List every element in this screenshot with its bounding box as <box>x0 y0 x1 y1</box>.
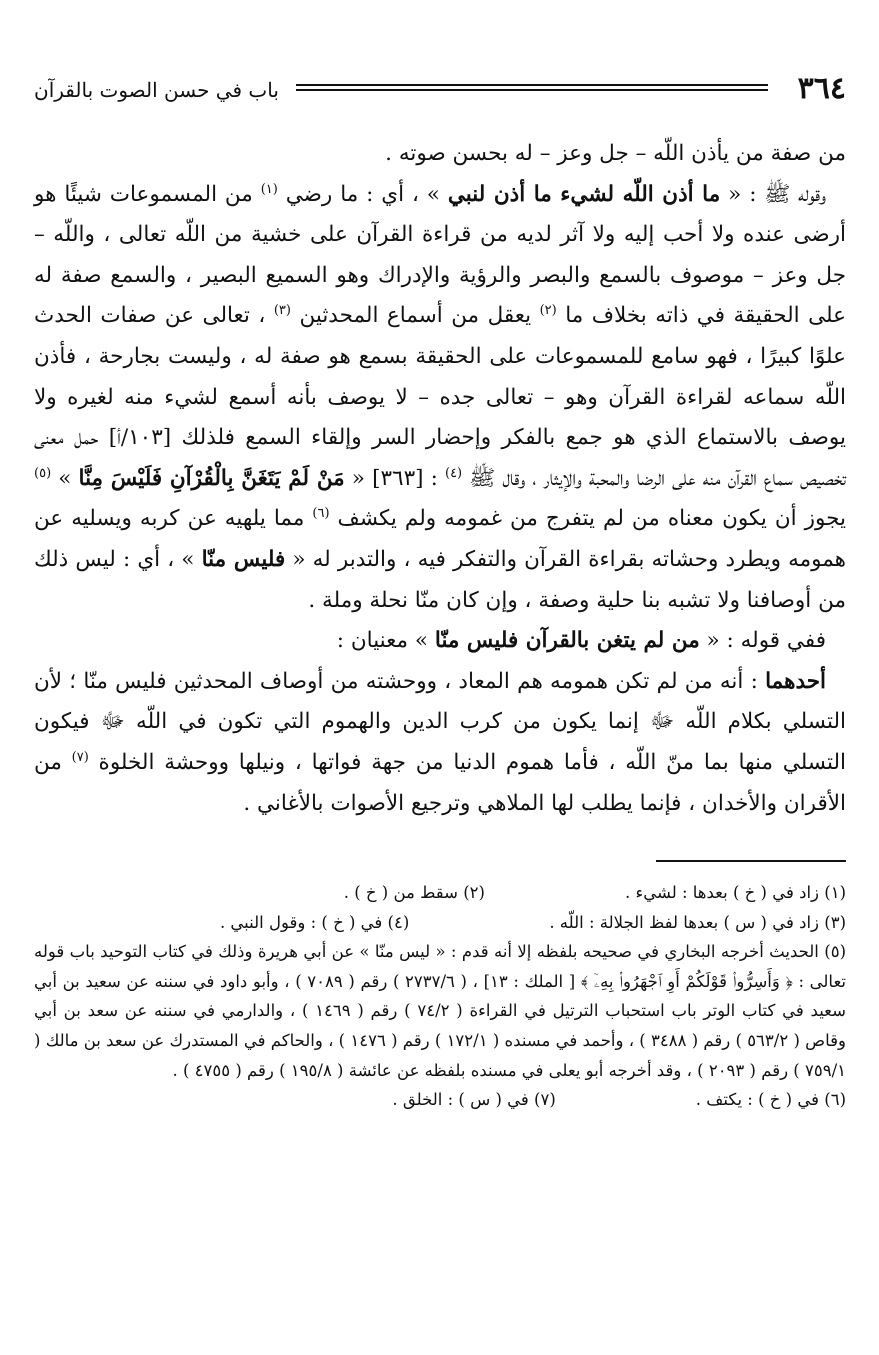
page-number: ٣٦٤ <box>797 71 846 106</box>
hadith-quote: من لم يتغن بالقرآن فليس منّا <box>434 628 700 654</box>
footnotes <box>34 878 846 1115</box>
footnote-7: (٧) في ( س ) : الخلق . <box>392 1090 556 1110</box>
paragraph-4 <box>34 662 846 824</box>
footnote-5: (٥) الحديث أخرجه البخاري في صحيحه بلفظه إلا أنه قدم : « ليس منّا » عن أبي هريرة وذلك في كتاب التوحيد باب قوله تعالى : ﴿ وَأَسِرُّوا۟ قَوْلَكُمْ أَوِ ٱجْهَرُوا۟ بِهِۦٓ ﴾ [ الملك : ١٣] ، ( ٢٧٣٧/٦ ) رقم ( ٧٠٨٩ ) ، وأبو داود في سننه عن سعيد بن أبي سعيد في كتاب الوتر باب استحباب الترتيل في القراءة ( ٧٤/٢ ) رقم ( ١٤٦٩ ) ، والدارمي في سننه عن سعد بن أبي وقاص ( ٥٦٣/٢ ) رقم ( ٣٤٨٨ ) ، وأحمد في مسنده ( ١٧٢/١ ) رقم ( ١٤٧٦ ) ، والحاكم في المستدرك عن سعد بن مالك ( ٧٥٩/١ ) رقم ( ٢٠٩٣ ) ، وقد أخرجه أبو يعلى في مسنده بلفظه عن عائشة ( ١٩٥/٨ ) رقم ( ٤٧٥٥ ) . <box>34 942 846 1080</box>
paragraph-2 <box>34 175 846 622</box>
footnote-row <box>34 908 846 938</box>
footnote-row <box>34 1085 846 1115</box>
chapter-title: باب في حسن الصوت بالقرآن <box>34 78 279 102</box>
text-span: من المسموعات شيئًا هو أرضى عنده ولا أحب إليه ولا آثر لديه من قراءة القرآن على خشية من اللّه تعالى ، واللّه – جل وعز – موصوف بالسمع والبصر والرؤية والإدراك وهو السميع البصير ، والسمع صفة له على الحقيقة في ذاته بخلاف ما <box>34 181 846 329</box>
header-rule-line <box>296 89 768 91</box>
text-span: : أنه من لم تكن همومه هم المعاد ، ووحشته من أوصاف المحدثين فليس منّا ؛ لأن التسلي بكلام اللّه ﷻ إنما يكون من كرب الدين والهموم التي تكون في اللّه ﷻ فيكون التسلي منها بما منّ اللّه ، فأما هموم الدنيا من جهة فواتها ، ونيلها ووحشة الخلوة <box>34 668 846 775</box>
paragraph-1: من صفة من يأذن اللّه – جل وعز – له بحسن صوته . <box>385 141 846 166</box>
footnote-6: (٦) في ( خ ) : يكتف . <box>695 1090 846 1110</box>
text-span: » معنيان : <box>336 628 435 654</box>
text-span: من الأقران والأخدان ، فإنما يطلب لها الملاهي وترجيع الأصوات بالأغاني . <box>34 749 846 816</box>
text-span: » <box>51 465 79 491</box>
text-span: يعقل من أسماع المحدثين <box>290 303 540 329</box>
hadith-quote: فليس منّا <box>201 546 286 572</box>
text-span: ، تعالى عن صفات الحدث علوًا كبيرًا ، فهو سامع للمسموعات على الحقيقة بسمع هو صفة له ، وليست بجارحة ، فأذن اللّه سماعه لقراءة القرآن وهو – تعالى جده – لا يوصف بأنه أسمع لشيء منه لغيره ولا يوصف بالاستماع الذي هو جمع بالفكر وإحضار السر وإلقاء السمع فلذلك [١٠٣/أ] حمل معنى تخصيص سماع القرآن منه على الرضا والمحبة والإيثار ، وقال ﷺ <box>34 303 846 491</box>
footnote-row <box>34 878 846 908</box>
footnote-ref: (٦) <box>312 506 330 522</box>
hadith-quote: ما أذن اللّه لشيء ما أذن لنبي <box>447 181 721 207</box>
footnote-2: (٢) سقط من ( خ ) . <box>343 883 485 903</box>
hadith-quote: مَنْ لَمْ يَتَغَنَّ بِالْقُرْآنِ فَلَيْسَ مِنَّا <box>78 465 345 491</box>
bold-term: أحدهما <box>765 668 826 694</box>
main-text <box>34 134 846 824</box>
footnote-4: (٤) في ( خ ) : وقول النبي . <box>219 912 410 932</box>
text-span: مما يلهيه عن كربه ويسليه عن همومه ويطرد وحشاته بقراءة القرآن والتفكر فيه ، والتدبر له « <box>34 506 846 572</box>
paragraph-3 <box>34 621 846 662</box>
footnote-1: (١) زاد في ( خ ) بعدها : لشيء . <box>624 883 846 903</box>
text-span: : [٣٦٣] « <box>344 465 445 491</box>
page-header <box>34 70 846 108</box>
footnote-ref: (١) <box>260 181 278 197</box>
footnote-ref: (٧) <box>71 749 89 765</box>
header-double-rule <box>296 84 768 92</box>
footnote-3: (٣) زاد في ( س ) بعدها لفظ الجلالة : اللّه . <box>549 912 846 932</box>
footnote-divider <box>656 860 846 862</box>
text-span: يجوز أن يكون معناه من لم يتفرج من غمومه ولم يكشف <box>329 506 846 532</box>
text-span: » ، أي : ما رضي <box>277 181 448 207</box>
footnote-ref: (٣) <box>273 303 291 319</box>
header-rule-line <box>296 84 768 86</box>
footnote-ref: (٥) <box>34 465 52 481</box>
text-span: » ، أي : ليس ذلك من أوصافنا ولا تشبه بنا حلية وصفة ، وإن كان منّا نحلة وملة . <box>34 546 846 613</box>
footnote-ref: (٢) <box>539 303 557 319</box>
footnote-ref: (٤) <box>444 465 463 481</box>
text-span: وقوله ﷺ : « <box>720 181 827 207</box>
text-span: ففي قوله : « <box>699 628 826 654</box>
book-page <box>34 70 846 1115</box>
